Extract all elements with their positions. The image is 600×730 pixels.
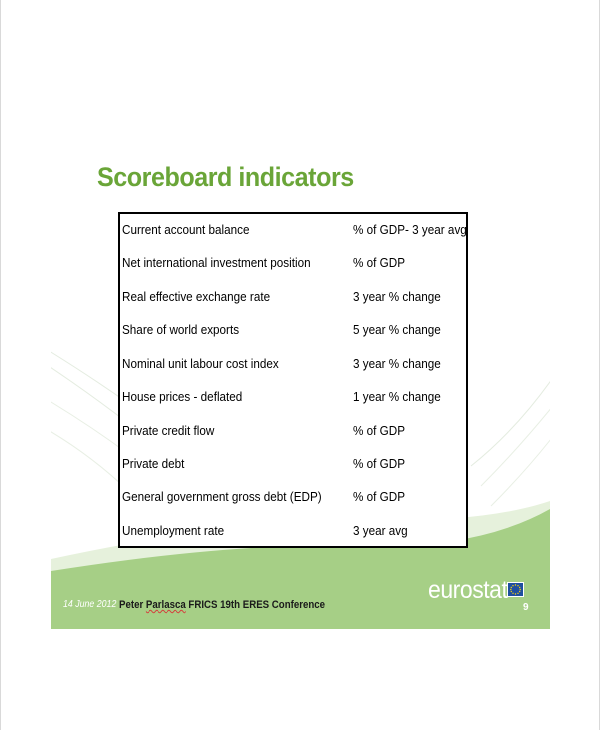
indicator-unit: % of GDP bbox=[353, 423, 406, 438]
indicator-unit: % of GDP- 3 year avg bbox=[353, 222, 467, 237]
slide-page bbox=[51, 96, 550, 629]
indicator-unit: % of GDP bbox=[353, 255, 406, 270]
indicator-unit: % of GDP bbox=[353, 489, 406, 504]
logo-text: eurostat bbox=[428, 575, 508, 604]
indicator-unit: 5 year % change bbox=[353, 322, 441, 337]
footer-presenter bbox=[119, 599, 325, 611]
indicator-label: Unemployment rate bbox=[122, 523, 225, 538]
indicator-label: Real effective exchange rate bbox=[122, 289, 271, 304]
indicator-label: Nominal unit labour cost index bbox=[122, 356, 279, 371]
indicator-unit: % of GDP bbox=[353, 456, 406, 471]
indicator-label: General government gross debt (EDP) bbox=[122, 489, 322, 504]
indicator-label: Current account balance bbox=[122, 222, 250, 237]
slide-title: Scoreboard indicators bbox=[97, 162, 354, 192]
indicator-label: Net international investment position bbox=[122, 255, 311, 270]
table-row bbox=[120, 415, 466, 448]
table-row bbox=[120, 381, 466, 414]
table-row bbox=[120, 515, 466, 548]
table-row bbox=[120, 481, 466, 514]
indicator-unit: 1 year % change bbox=[353, 389, 441, 404]
slide-page-number: 9 bbox=[523, 602, 529, 613]
eu-flag-icon bbox=[507, 582, 524, 597]
eurostat-logo bbox=[428, 575, 514, 603]
table-row bbox=[120, 314, 466, 347]
event-name: FRICS 19th ERES Conference bbox=[185, 599, 326, 611]
table-row bbox=[120, 247, 466, 280]
indicator-unit: 3 year avg bbox=[353, 523, 408, 538]
table-row bbox=[120, 448, 466, 481]
table-row bbox=[120, 214, 466, 247]
footer-date: 14 June 2012 bbox=[63, 599, 117, 610]
indicator-table bbox=[118, 212, 468, 548]
table-row bbox=[120, 281, 466, 314]
indicator-label: House prices - deflated bbox=[122, 389, 243, 404]
indicator-unit: 3 year % change bbox=[353, 356, 441, 371]
table-row bbox=[120, 348, 466, 381]
indicator-label: Share of world exports bbox=[122, 322, 240, 337]
presenter-first-name: Peter bbox=[119, 599, 146, 611]
presenter-last-name: Parlasca bbox=[145, 599, 186, 611]
indicator-unit: 3 year % change bbox=[353, 289, 441, 304]
indicator-label: Private debt bbox=[122, 456, 185, 471]
indicator-label: Private credit flow bbox=[122, 423, 215, 438]
